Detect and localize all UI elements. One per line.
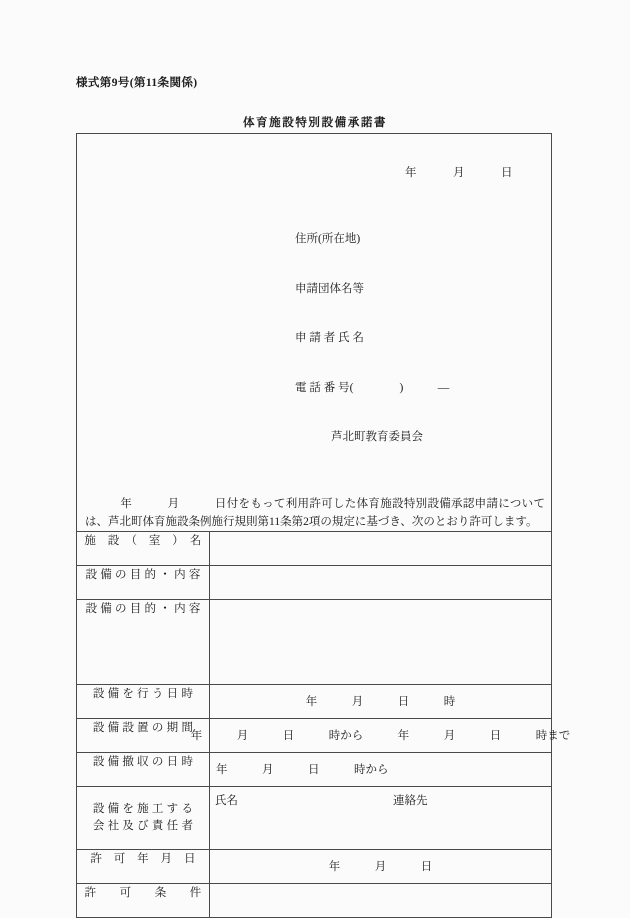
applicant-name-label: 申 請 者 氏 名 bbox=[295, 332, 364, 344]
intro-paragraph bbox=[77, 495, 551, 531]
table-row bbox=[77, 684, 552, 718]
intro-paragraph-date: 年 月 日 bbox=[85, 497, 227, 510]
row-label-purpose-1 bbox=[77, 565, 210, 599]
table-row bbox=[77, 883, 552, 917]
table-row bbox=[77, 718, 552, 752]
row-value-install-datetime[interactable] bbox=[210, 684, 552, 718]
contractor-contact-label: 連絡先 bbox=[393, 794, 428, 807]
value-text bbox=[210, 532, 551, 565]
value-text bbox=[210, 566, 551, 599]
table-row bbox=[77, 599, 552, 684]
row-value-purpose-1[interactable] bbox=[210, 565, 552, 599]
value-text: 年 月 日 時から 年 月 日 時まで bbox=[190, 730, 571, 742]
label-text: 許 可 条 件 bbox=[84, 886, 202, 899]
table-row bbox=[77, 849, 552, 883]
row-value-permit-conditions[interactable] bbox=[210, 883, 552, 917]
row-label-permit-conditions bbox=[77, 883, 210, 917]
row-value-facility-name[interactable] bbox=[210, 531, 552, 565]
label-text: 設 備 の 目 的 ・ 内 容 bbox=[85, 602, 201, 615]
row-value-contractor[interactable] bbox=[210, 786, 552, 849]
address-label: 住所(所在地) bbox=[295, 233, 361, 245]
value-text: 年 月 日 bbox=[328, 861, 433, 873]
table-row bbox=[77, 565, 552, 599]
table-row bbox=[77, 786, 552, 849]
address-block bbox=[77, 198, 551, 479]
row-value-install-period[interactable] bbox=[190, 718, 571, 752]
value-text: 年 月 日 時 bbox=[305, 696, 456, 708]
page-title: 体育施設特別設備承諾書 bbox=[242, 117, 388, 129]
table-row bbox=[77, 531, 552, 565]
contractor-field-headers bbox=[210, 787, 551, 808]
row-value-removal-datetime[interactable] bbox=[210, 752, 552, 786]
row-label-removal-datetime bbox=[77, 752, 210, 786]
label-text: 許 可 年 月 日 bbox=[90, 852, 196, 865]
issue-date-line: 年 月 日 bbox=[405, 167, 513, 179]
row-label-install-datetime bbox=[77, 684, 210, 718]
label-text-wrapper bbox=[77, 787, 209, 849]
row-label-permit-date bbox=[77, 849, 210, 883]
phone-number-label: 電 話 番 号( ) ― bbox=[295, 381, 450, 394]
value-text: 年 月 日 時から bbox=[216, 764, 389, 776]
row-label-purpose-2 bbox=[77, 599, 210, 684]
form-code: 様式第9号(第11条関係) bbox=[76, 77, 198, 89]
label-text: 設 備 設 置 の 期 間 bbox=[92, 721, 194, 734]
table-row-header bbox=[77, 134, 552, 532]
intro-cell bbox=[77, 134, 552, 532]
permit-form-table bbox=[76, 133, 571, 918]
label-text: 施 設 （ 室 ） 名 bbox=[84, 534, 202, 547]
intro-paragraph-body: 付をもって利用許可した体育施設特別設備承認申請については、芦北町体育施設条例施行規則第11条第2項の規定に基づき、次のとおり許可します。 bbox=[85, 497, 545, 528]
row-value-permit-date[interactable] bbox=[210, 849, 552, 883]
value-text bbox=[210, 884, 551, 917]
row-label-facility-name bbox=[77, 531, 210, 565]
label-text: 設 備 撤 収 の 日 時 bbox=[92, 755, 194, 768]
education-committee-label: 芦北町教育委員会 bbox=[331, 431, 423, 443]
row-label-install-period bbox=[77, 718, 210, 752]
row-label-contractor bbox=[77, 786, 210, 849]
row-value-purpose-2[interactable] bbox=[210, 599, 552, 684]
value-text bbox=[210, 600, 551, 684]
label-text: 設 備 の 目 的 ・ 内 容 bbox=[85, 568, 201, 581]
contractor-name-label: 氏名 bbox=[215, 794, 238, 807]
table-row bbox=[77, 752, 552, 786]
organization-label: 申請団体名等 bbox=[295, 282, 364, 295]
label-text: 設 備 を 行 う 日 時 bbox=[92, 687, 194, 700]
label-text-line2: 会 社 及 び 責 任 者 bbox=[92, 819, 194, 832]
label-text-line1: 設 備 を 施 工 す る bbox=[92, 802, 194, 815]
